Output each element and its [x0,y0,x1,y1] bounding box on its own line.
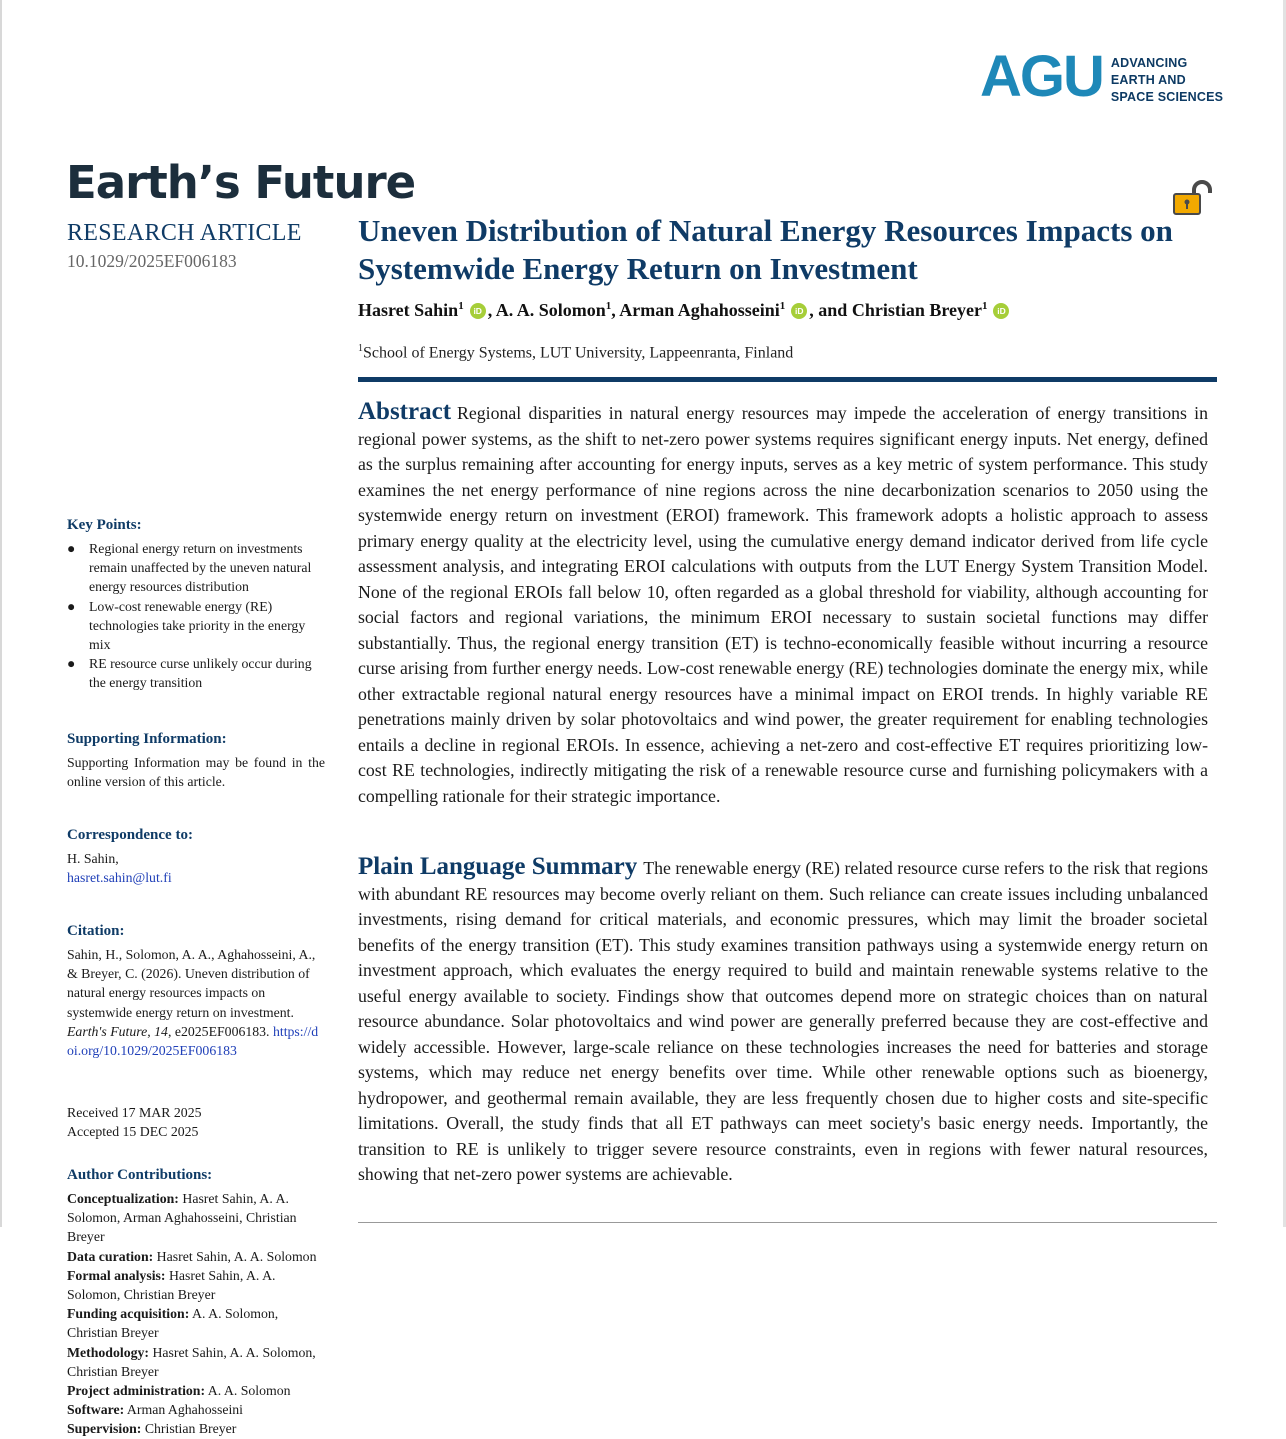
article-doi[interactable]: 10.1029/2025EF006183 [67,251,237,271]
plain-language-summary-heading: Plain Language Summary [358,853,638,880]
contribution-names: A. A. Solomon, Christian Breyer [67,1306,279,1341]
received-date: Received 17 MAR 2025 [67,1105,202,1120]
abstract-text: Regional disparities in natural energy resources may impede the acceleration of energy transitions in regional power systems, as the shift to net-zero power systems requires significant energy inputs. Net energy, defined as the surplus remaining after accounting for energy inputs, serves as a key metric of system performance. This study examines the net energy performance of nine regions across the nine decarbonization scenarios to 2050 using the systemwide energy return on investment (EROI) framework. This framework adopts a holistic approach to assess primary energy quality at the electricity level, using the cumulative energy demand indicator derived from life cycle assessment analysis, and integrating EROI calculations with outputs from the LUT Energy System Transition Model. None of the regional EROIs fall below 10, often regarded as a global threshold for viability, although accounting for social factors and regional variations, the minimum EROI necessary to sustain societal functions may differ substantially. Thus, the regional energy transition (ET) is techno-economically feasible without incurring a resource curse arising from further energy needs. Low-cost renewable energy (RE) technologies dominate the energy mix, while other extractable regional natural energy resources have a minimal impact on EROI trends. In highly variable RE penetrations mainly driven by solar photovoltaics and wind power, the greater requirement for enabling technologies entails a decline in regional EROIs. In essence, achieving a net-zero and cost-effective ET requires prioritizing low-cost RE technologies, indirectly mitigating the risk of a renewable resource curse and furnishing policymakers with a compelling rationale for their strategic importance. [358,403,1208,806]
correspondence-heading: Correspondence to: [67,827,193,843]
contribution-names: Hasret Sahin, A. A. Solomon, Christian Breyer [67,1267,276,1303]
citation-journal: Earth's Future [67,1023,148,1039]
agu-logo-tagline [1111,55,1223,106]
affiliation [358,343,793,362]
key-point-text: Low-cost renewable energy (RE) technologies take priority in the energy mix [89,598,306,653]
citation-separator: , [147,1023,155,1039]
contribution-names: Hasret Sahin, A. A. Solomon, Arman Aghahosseini, Christian Breyer [67,1191,297,1245]
bullet-icon: ● [67,598,76,614]
orcid-icon[interactable]: iD [791,303,807,319]
contribution-item [67,1266,325,1304]
citation [67,922,325,1060]
key-point-item [67,597,325,655]
citation-text [67,945,325,1060]
article-type: RESEARCH ARTICLE [67,220,302,246]
correspondence-email-link[interactable]: hasret.sahin@lut.fi [67,870,172,886]
bullet-icon: ● [67,541,76,556]
contribution-item [67,1419,325,1438]
contribution-role: Funding acquisition: [67,1306,190,1322]
abstract-heading: Abstract [358,398,452,425]
author-name[interactable]: Christian Breyer [851,300,982,320]
open-access-lock-icon [1172,178,1218,216]
key-points-list [67,539,325,693]
author-name[interactable]: Hasret Sahin [358,300,459,320]
supporting-info-text: Supporting Information may be found in the online version of this article. [67,755,325,790]
contribution-role: Supervision: [67,1421,142,1437]
citation-doi-link[interactable]: https://doi.org/10.1029/2025EF006183 [67,1023,319,1059]
agu-logo-mark: AGU [980,44,1103,109]
article-dates [67,1103,202,1141]
plain-language-summary [358,854,1208,1188]
author-name[interactable]: Arman Aghahosseini [619,300,780,320]
contribution-role: Project administration: [67,1383,206,1399]
bullet-icon: ● [67,656,76,672]
author-separator: , [487,300,496,320]
author-affiliation-marker: 1 [981,300,988,312]
author-contributions-heading: Author Contributions: [67,1167,213,1183]
page-edge-left [0,0,2,1227]
contribution-names: Hasret Sahin, A. A. Solomon [153,1248,317,1264]
contribution-item [67,1343,325,1381]
affiliation-marker: 1 [358,343,363,354]
key-points [67,516,325,693]
key-point-text: RE resource curse unlikely occur during the energy transition [89,656,312,691]
left-sidebar [67,218,325,1437]
contribution-item [67,1247,325,1266]
contribution-names: Arman Aghahosseini [124,1402,244,1418]
orcid-icon[interactable]: iD [470,303,486,319]
author-list [358,300,1011,321]
citation-volume: 14 [154,1023,168,1039]
correspondence-name: H. Sahin, [67,851,119,866]
key-point-text: Regional energy return on investments remain unaffected by the uneven natural energy resources distribution [89,541,312,595]
footer-divider [358,1222,1217,1223]
agu-tagline-line: EARTH AND [1110,73,1186,87]
abstract [358,399,1208,809]
contribution-names: A. A. Solomon [205,1383,291,1399]
accepted-date: Accepted 15 DEC 2025 [67,1124,199,1140]
citation-heading: Citation: [67,923,125,939]
contribution-role: Conceptualization: [67,1191,179,1206]
contribution-names: Hasret Sahin, A. A. Solomon, Christian Breyer [67,1344,316,1379]
contribution-item [67,1304,325,1342]
author-separator: , and [809,300,852,320]
contribution-role: Formal analysis: [67,1267,166,1283]
contribution-item [67,1381,325,1400]
contribution-role: Software: [67,1402,125,1418]
key-points-heading: Key Points: [67,517,142,533]
affiliation-text: School of Energy Systems, LUT University, Lappeenranta, Finland [363,344,794,362]
key-point-item [67,539,325,597]
contribution-names: Christian Breyer [141,1421,237,1437]
orcid-icon[interactable]: iD [993,303,1009,319]
author-separator: , [611,300,620,320]
correspondence [67,826,193,887]
author-affiliation-marker: 1 [458,300,464,312]
plain-language-summary-text: The renewable energy (RE) related resource curse refers to the risk that regions with abundant RE resources may become overly reliant on them. Such reliance can create issues including unbalanced investments, rising demand for critical materials, and economic pressures, which may limit the broader societal benefits of the energy transition (ET). This study examines transition pathways using a systemwide energy return on investment approach, which evaluates the energy required to build and maintain renewable systems relative to the useful energy available to society. Findings show that outcomes depend more on strategic choices than on natural resource abundance. Solar photovoltaics and wind power are generally preferred because they are cost-effective and widely accessible. However, large-scale reliance on these technologies increases the need for batteries and storage systems, which may reduce net energy benefits over time. While other renewable options such as bioenergy, hydropower, and geothermal remain available, they are less frequently chosen due to higher costs and site-specific limitations. Overall, the study finds that all ET pathways can meet society's basic energy needs. Importantly, the transition to RE is unlikely to trigger severe resource constraints, even in regions with fewer natural resources, showing that net-zero power systems are achievable. [358,858,1208,1184]
agu-tagline-line: SPACE SCIENCES [1110,90,1224,104]
supporting-information [67,730,325,791]
agu-logo[interactable] [980,44,1224,109]
author-contributions [67,1166,325,1439]
citation-text-a: Sahin, H., Solomon, A. A., Aghahosseini, A., & Breyer, C. (2026). Uneven distribution of natural energy resources impacts on systemwide energy return on investment. [67,947,316,1020]
author-affiliation-marker: 1 [605,300,612,312]
contribution-role: Data curation: [67,1248,154,1264]
key-point-item [67,654,325,692]
journal-name: Earth’s Future [66,156,416,209]
citation-text-b: , e2025EF006183. [167,1023,273,1039]
agu-tagline-line: ADVANCING [1110,56,1188,70]
supporting-info-heading: Supporting Information: [67,731,227,747]
contribution-item [67,1400,325,1419]
article-title: Uneven Distribution of Natural Energy Resources Impacts on Systemwide Energy Return on Investment [358,213,1173,286]
header-divider [358,377,1217,382]
author-name[interactable]: A. A. Solomon [495,300,606,320]
author-affiliation-marker: 1 [779,300,786,312]
contribution-role: Methodology: [67,1344,150,1360]
contribution-item [67,1189,325,1247]
